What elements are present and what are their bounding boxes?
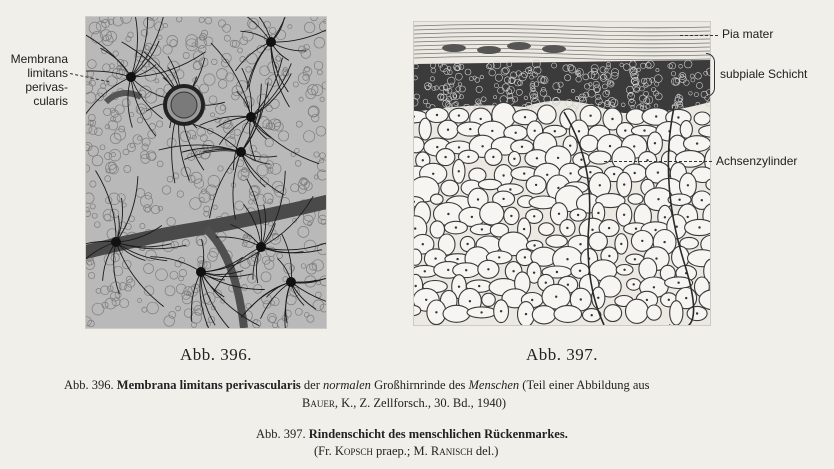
caption-396-title: Membrana limitans perivascularis: [116, 378, 301, 392]
caption-396-menschen: Menschen: [468, 378, 520, 392]
caption-397-text: del.): [472, 444, 499, 458]
caption-396-text: (Teil einer Abbildung aus: [519, 378, 650, 392]
caption-397-prefix: Abb. 397.: [256, 427, 309, 441]
caption-396-reference: , K., Z. Zellforsch., 30. Bd., 1940): [334, 396, 506, 410]
caption-396-line-1: [64, 377, 650, 393]
figure-397-image: [414, 22, 710, 325]
figure-396-image: [86, 17, 326, 328]
axon-label: Achsenzylinder: [716, 154, 798, 168]
caption-396-prefix: Abb. 396.: [64, 378, 117, 392]
caption-396-line-2: [302, 395, 506, 411]
subpial-label: subpiale Schicht: [720, 67, 808, 81]
caption-396-text: der: [300, 378, 324, 392]
caption-397-line-2: [314, 443, 498, 459]
figure-396-number: Abb. 396.: [180, 345, 253, 364]
membrana-label-line: cularis: [33, 94, 68, 108]
pia-mater-label: Pia mater: [722, 27, 774, 41]
figure-396-drawing: [86, 17, 326, 328]
caption-396-text: Großhirnrinde des: [370, 378, 469, 392]
membrana-label-line: limitans: [27, 66, 68, 80]
membrana-label-line: perivas-: [25, 80, 68, 94]
caption-396-normal: normalen: [323, 378, 371, 392]
caption-397-text: (Fr.: [314, 444, 335, 458]
caption-397-kopsch: Kopsch: [334, 444, 373, 458]
figure-397-drawing: [414, 22, 710, 325]
caption-397-line-1: [256, 426, 568, 442]
caption-397-title: Rindenschicht des menschlichen Rückenmarkes.: [308, 427, 568, 441]
caption-396-author: Bauer: [302, 396, 335, 410]
caption-397-ranisch: Ranisch: [430, 444, 473, 458]
axon-leader-line: [604, 161, 712, 162]
pia-leader-line: [680, 35, 718, 36]
membrana-label-line: Membrana: [10, 52, 68, 66]
caption-397-text: praep.; M.: [372, 444, 431, 458]
membrana-label: [0, 52, 68, 108]
figure-397-number: Abb. 397.: [526, 345, 599, 364]
subpial-bracket: [706, 53, 715, 97]
